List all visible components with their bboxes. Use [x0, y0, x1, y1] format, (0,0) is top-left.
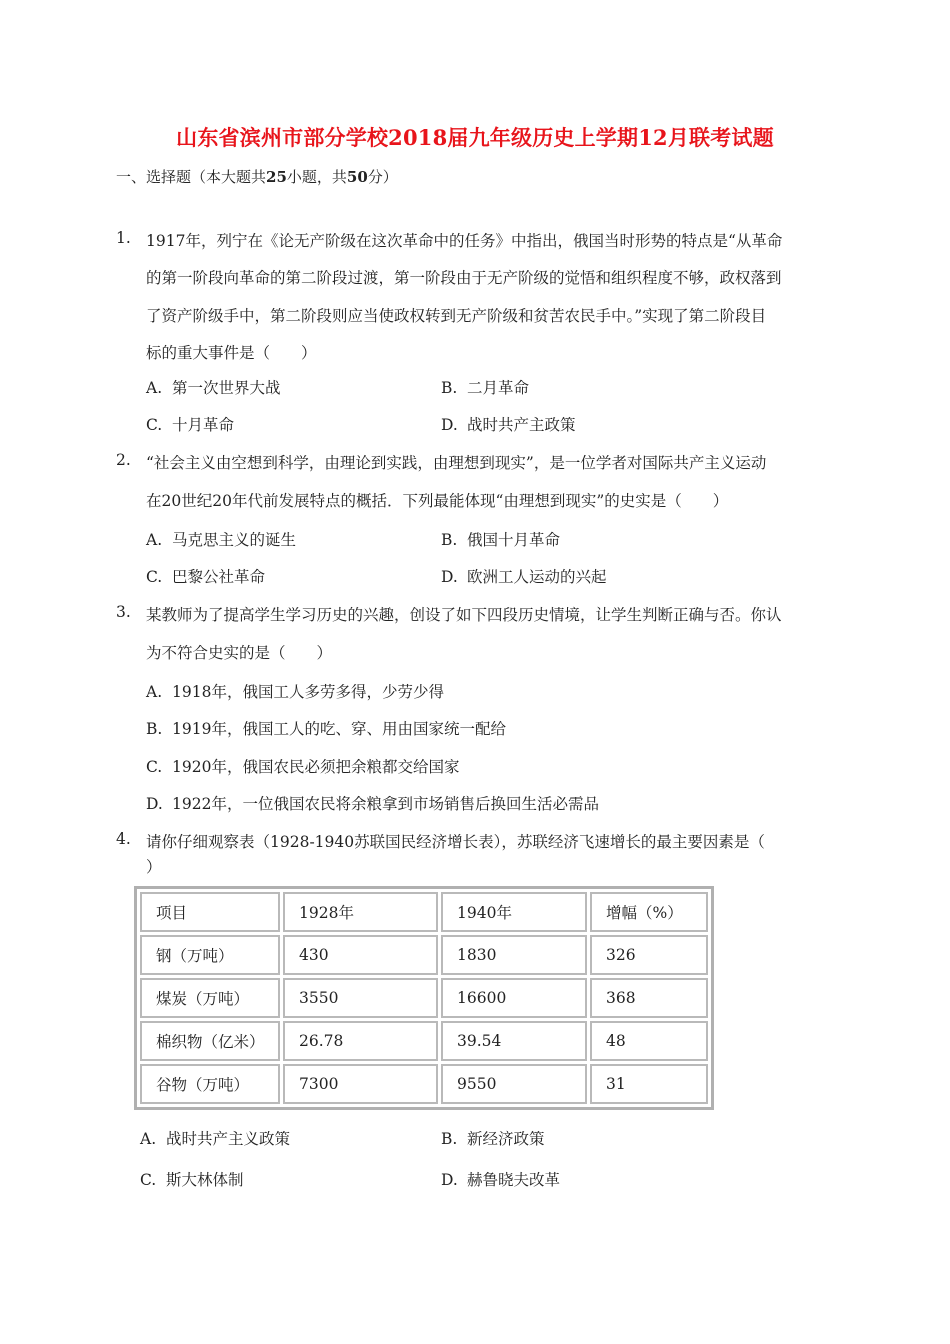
option-letter: C. [146, 758, 163, 776]
option-letter: A. [146, 683, 163, 701]
option-letter: A. [146, 531, 163, 549]
table-cell: 26.78 [283, 1021, 438, 1061]
option-text: 马克思主义的诞生 [172, 531, 297, 549]
table-row [140, 1064, 708, 1104]
question-number: 1. [116, 229, 131, 247]
question-text-line: 为不符合史实的是（ ） [146, 644, 333, 662]
table-header-row [140, 892, 708, 932]
answer-option[interactable] [146, 680, 444, 702]
table-row [140, 1021, 708, 1061]
option-letter: D. [441, 416, 458, 434]
answer-option[interactable] [140, 1127, 290, 1149]
table-cell: 326 [590, 935, 708, 975]
option-text: 巴黎公社革命 [172, 568, 266, 586]
section-suffix: 分） [367, 168, 398, 186]
answer-option[interactable] [441, 376, 529, 398]
option-text: 二月革命 [467, 379, 530, 397]
table-header-cell: 项目 [140, 892, 280, 932]
option-letter: C. [140, 1171, 157, 1189]
section-score: 50 [346, 168, 368, 186]
section-heading [116, 166, 398, 187]
question-text-line: 1917年，列宁在《论无产阶级在这次革命中的任务》中指出，俄国当时形势的特点是“从革命 [146, 232, 783, 250]
question-text-line: 了资产阶级手中，第二阶段则应当使政权转到无产阶级和贫苦农民手中。”实现了第二阶段目 [146, 307, 767, 325]
option-letter: C. [146, 416, 163, 434]
question-text-line: ） [146, 858, 162, 876]
answer-option[interactable] [146, 376, 281, 398]
option-text: 1919年，俄国工人的吃、穿、用由国家统一配给 [172, 720, 506, 738]
table-cell: 9550 [441, 1064, 587, 1104]
document-title: 山东省滨州市部分学校2018届九年级历史上学期12月联考试题 [176, 125, 774, 150]
option-letter: B. [146, 720, 163, 738]
table-cell: 煤炭（万吨） [140, 978, 280, 1018]
question-text-line: 某教师为了提高学生学习历史的兴趣，创设了如下四段历史情境，让学生判断正确与否。你认 [146, 606, 782, 624]
table-cell: 16600 [441, 978, 587, 1018]
option-text: 1920年，俄国农民必须把余粮都交给国家 [172, 758, 460, 776]
option-text: 战时共产主义政策 [166, 1130, 291, 1148]
option-text: 十月革命 [172, 416, 235, 434]
option-text: 欧洲工人运动的兴起 [467, 568, 607, 586]
section-mid: 小题，共 [286, 168, 347, 186]
option-letter: A. [146, 379, 163, 397]
option-text: 1922年，一位俄国农民将余粮拿到市场销售后换回生活必需品 [172, 795, 599, 813]
question-text-line: “社会主义由空想到科学，由理论到实践，由理想到现实”，是一位学者对国际共产主义运动 [146, 454, 767, 472]
answer-option[interactable] [441, 413, 576, 435]
table-cell: 谷物（万吨） [140, 1064, 280, 1104]
question-text-line: 标的重大事件是（ ） [146, 344, 317, 362]
option-letter: D. [441, 568, 458, 586]
option-text: 俄国十月革命 [467, 531, 561, 549]
option-letter: D. [441, 1171, 458, 1189]
table-cell: 钢（万吨） [140, 935, 280, 975]
table-cell: 7300 [283, 1064, 438, 1104]
table-cell: 430 [283, 935, 438, 975]
question-number: 2. [116, 451, 131, 469]
question-text-line: 在20世纪20年代前发展特点的概括．下列最能体现“由理想到现实”的史实是（ ） [146, 492, 729, 510]
option-text: 赫鲁晓夫改革 [467, 1171, 561, 1189]
answer-option[interactable] [441, 565, 607, 587]
option-text: 新经济政策 [467, 1130, 545, 1148]
table-row [140, 978, 708, 1018]
question-text-line: 的第一阶段向革命的第二阶段过渡，第一阶段由于无产阶级的觉悟和组织程度不够，政权落到 [146, 269, 782, 287]
option-text: 第一次世界大战 [172, 379, 281, 397]
table-cell: 3550 [283, 978, 438, 1018]
table-cell: 48 [590, 1021, 708, 1061]
answer-option[interactable] [441, 1168, 560, 1190]
table-cell: 368 [590, 978, 708, 1018]
table-header-cell: 1940年 [441, 892, 587, 932]
answer-option[interactable] [146, 755, 459, 777]
table-row [140, 935, 708, 975]
option-letter: B. [441, 379, 458, 397]
option-letter: C. [146, 568, 163, 586]
option-letter: B. [441, 1130, 458, 1148]
option-text: 战时共产主政策 [467, 416, 576, 434]
answer-option[interactable] [146, 528, 296, 550]
table-cell: 棉织物（亿米） [140, 1021, 280, 1061]
table-header-cell: 1928年 [283, 892, 438, 932]
table-cell: 1830 [441, 935, 587, 975]
question-number: 3. [116, 603, 131, 621]
answer-option[interactable] [146, 413, 234, 435]
option-text: 斯大林体制 [166, 1171, 244, 1189]
answer-option[interactable] [441, 528, 560, 550]
answer-option[interactable] [146, 717, 506, 739]
table-cell: 31 [590, 1064, 708, 1104]
section-count: 25 [266, 168, 287, 186]
question-text-line: 请你仔细观察表（1928-1940苏联国民经济增长表），苏联经济飞速增长的最主要因素是（ [146, 833, 765, 851]
question-number: 4. [116, 830, 131, 848]
option-text: 1918年，俄国工人多劳多得，少劳少得 [172, 683, 444, 701]
table-cell: 39.54 [441, 1021, 587, 1061]
table-header-cell: 增幅（%） [590, 892, 708, 932]
answer-option[interactable] [441, 1127, 545, 1149]
option-letter: B. [441, 531, 458, 549]
option-letter: D. [146, 795, 163, 813]
answer-option[interactable] [140, 1168, 244, 1190]
economic-growth-table [134, 886, 714, 1110]
answer-option[interactable] [146, 792, 599, 814]
answer-option[interactable] [146, 565, 265, 587]
option-letter: A. [140, 1130, 157, 1148]
section-prefix: 一、选择题（本大题共 [116, 168, 267, 186]
